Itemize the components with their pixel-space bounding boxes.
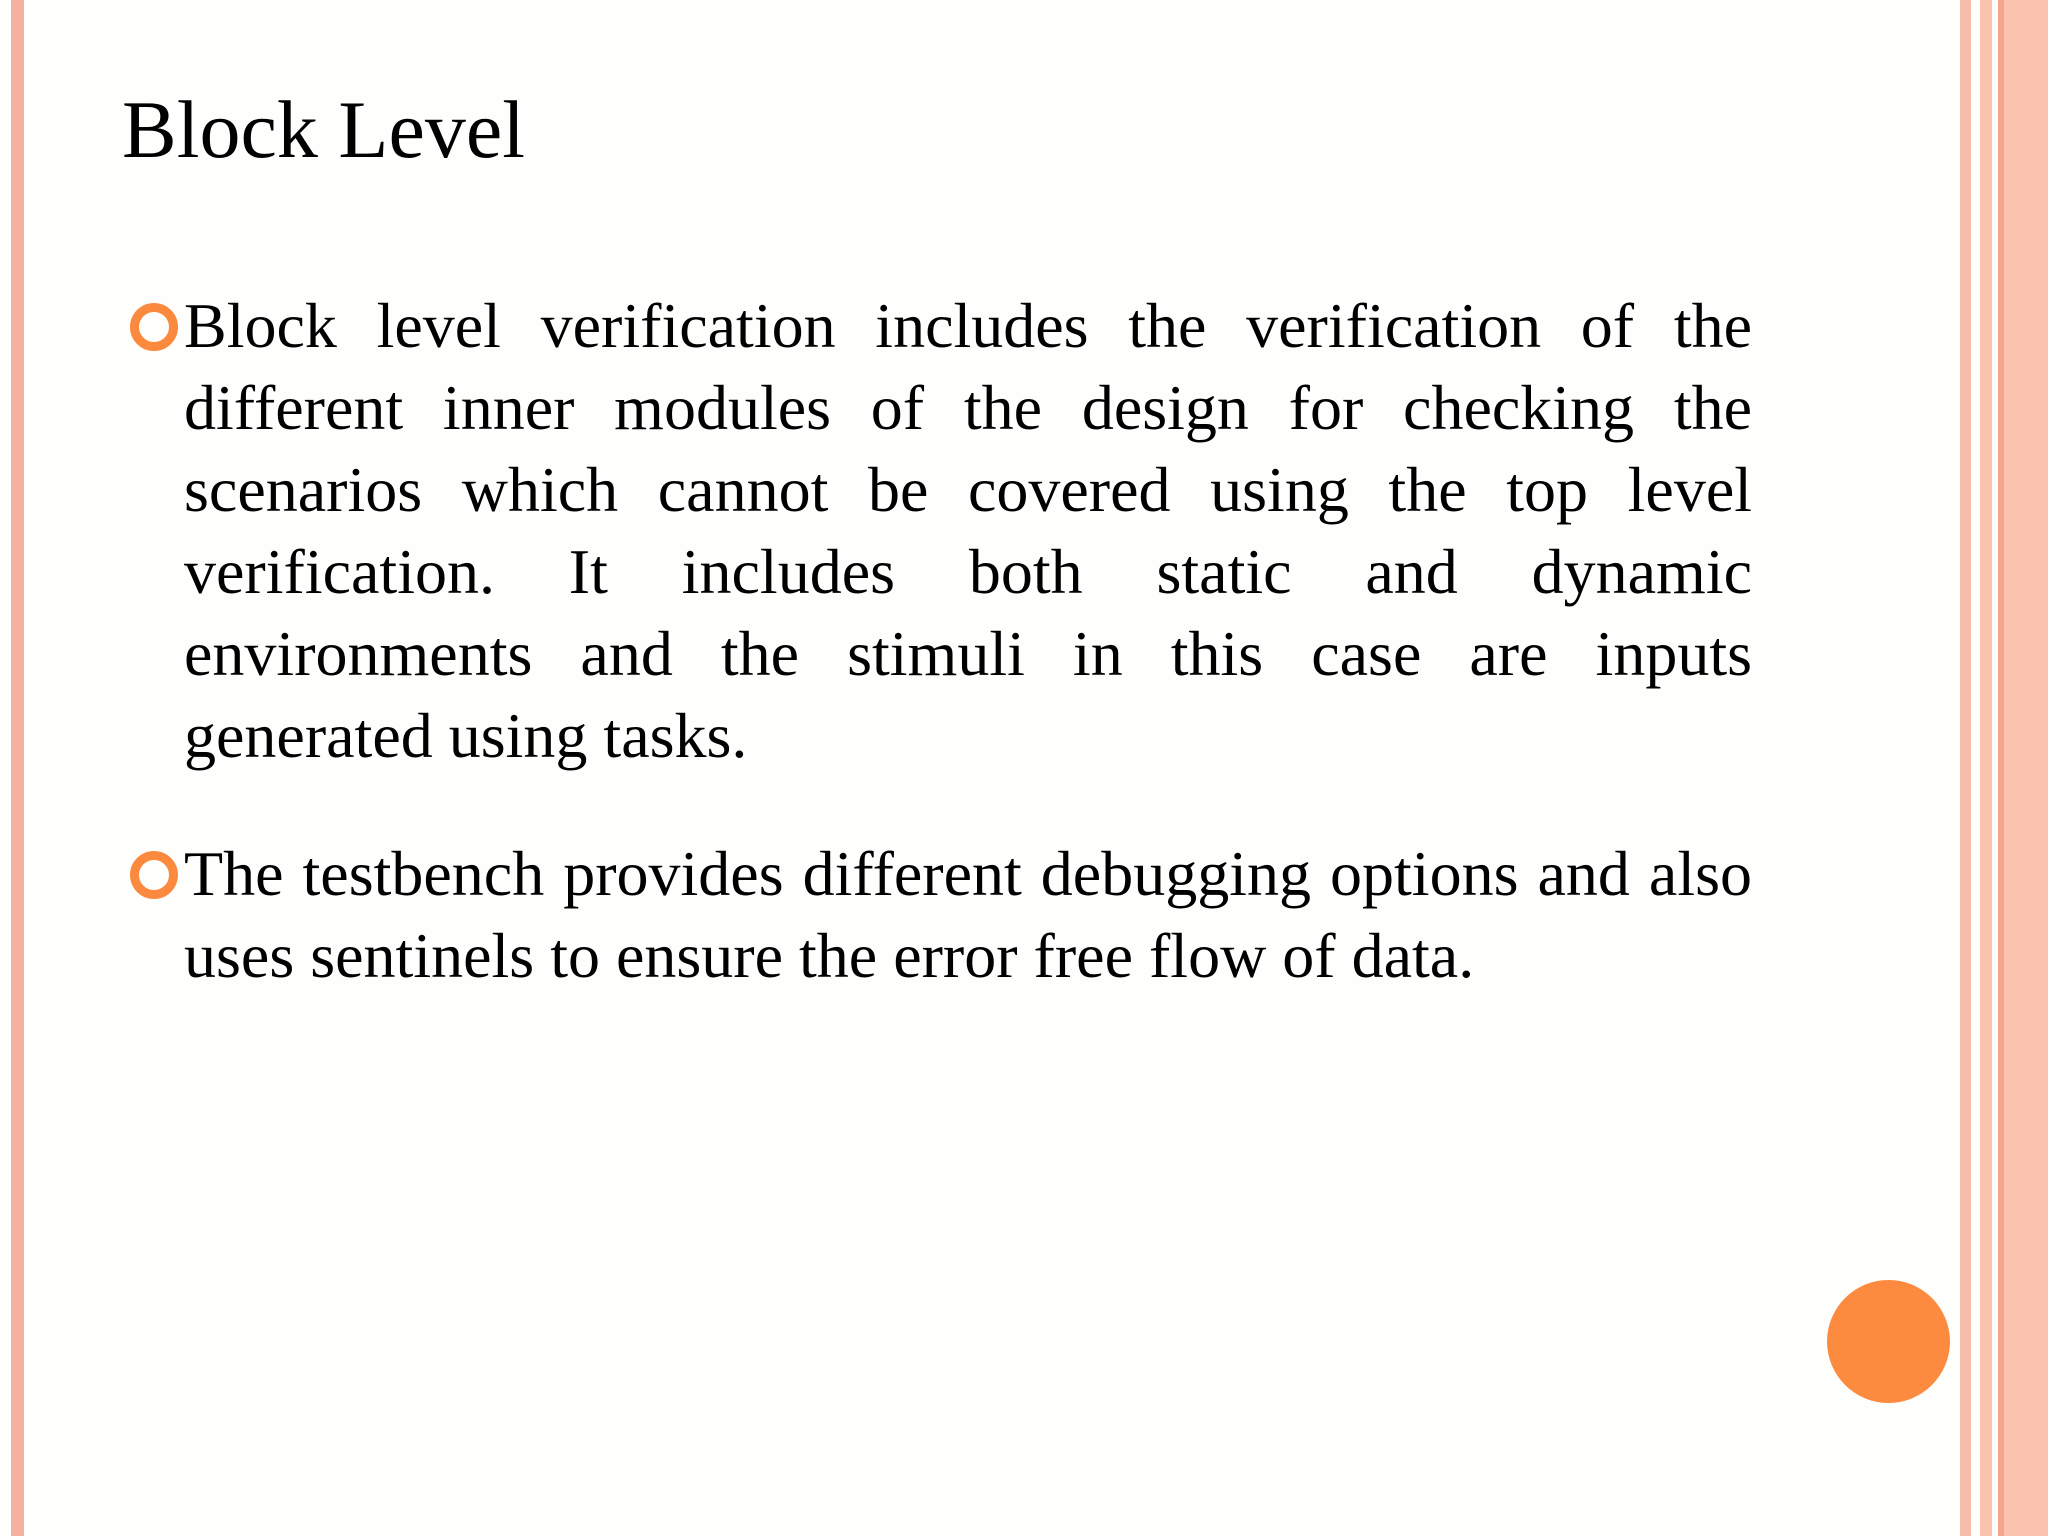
slide-title: Block Level — [122, 84, 526, 175]
bullet-text: Block level verification includes the verification of the different inner modules of the design for checking the scenarios which cannot be covered using the top level verification. It includes both static and dynamic environments and the stimuli in this case are inputs generated using tasks. — [184, 290, 1752, 771]
bullet-item — [130, 833, 1752, 997]
hollow-circle-bullet-icon — [130, 851, 178, 899]
hollow-circle-bullet-icon — [130, 303, 178, 351]
right-border-stripe — [1960, 0, 1971, 1536]
decorative-orange-circle-icon — [1827, 1280, 1950, 1403]
left-border-stripe — [11, 0, 24, 1536]
bullet-list — [130, 285, 1752, 1053]
right-border-stripe — [2004, 0, 2048, 1536]
bullet-text: The testbench provides different debugging options and also uses sentinels to ensure the error free flow of data. — [184, 838, 1752, 991]
right-border-stripe — [1980, 0, 1992, 1536]
bullet-item — [130, 285, 1752, 777]
